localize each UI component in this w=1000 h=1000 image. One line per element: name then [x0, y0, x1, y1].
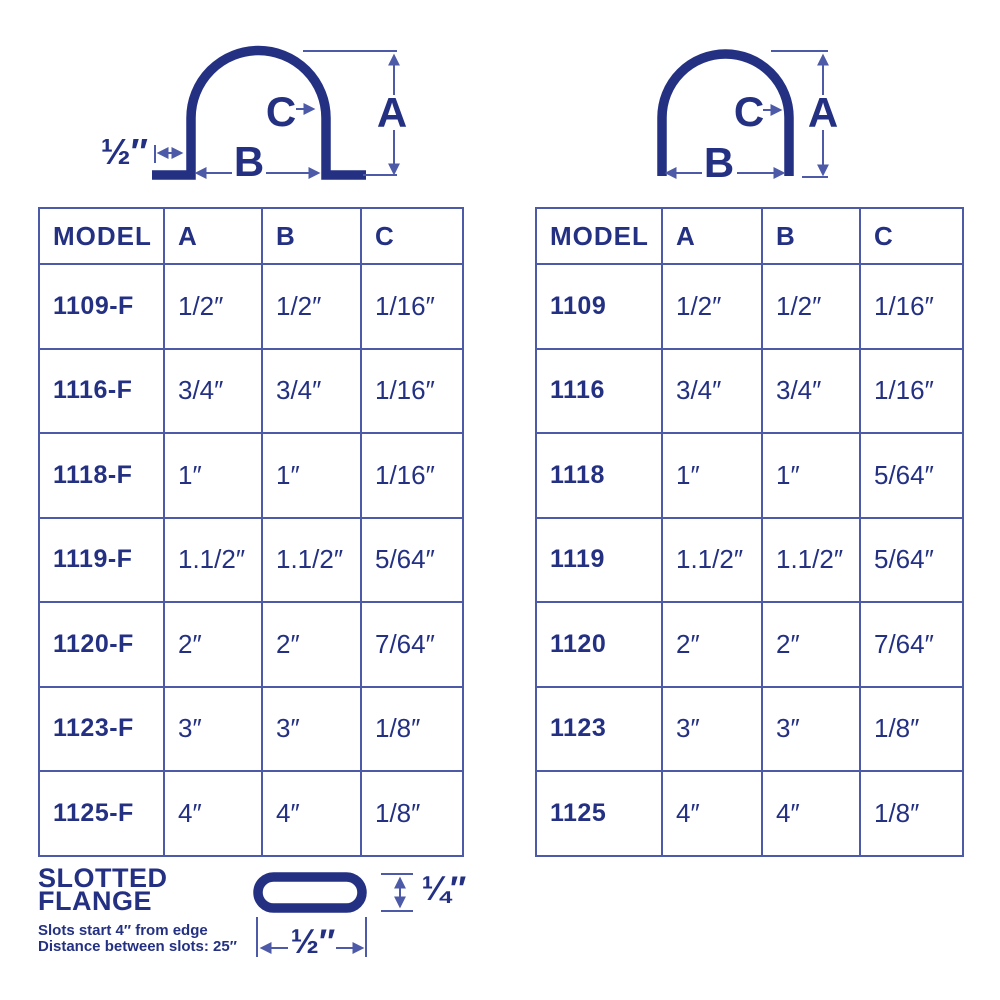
- dimension-cell: 1/8″: [361, 771, 463, 856]
- slot-width-label: ½″: [290, 923, 336, 961]
- table-row: [39, 771, 463, 856]
- slotted-flange-title-line2: FLANGE: [38, 886, 152, 916]
- model-cell: 1120: [536, 602, 662, 687]
- table-row: [536, 602, 963, 687]
- dimension-cell: 1″: [262, 433, 361, 518]
- dimension-cell: 3″: [164, 687, 262, 772]
- dimension-cell: 3/4″: [762, 349, 860, 434]
- header-a: A: [164, 208, 262, 264]
- table-row: [39, 518, 463, 603]
- table-row: [39, 433, 463, 518]
- header-b: B: [762, 208, 860, 264]
- dimension-cell: 1.1/2″: [662, 518, 762, 603]
- header-c: C: [860, 208, 963, 264]
- table-row: [536, 433, 963, 518]
- dim-label-c: C: [265, 88, 297, 135]
- dimension-cell: 1/16″: [361, 349, 463, 434]
- dimension-cell: 4″: [662, 771, 762, 856]
- table-row: [536, 264, 963, 349]
- dimension-cell: 3/4″: [662, 349, 762, 434]
- dimension-cell: 2″: [762, 602, 860, 687]
- model-cell: 1119-F: [39, 518, 164, 603]
- dimension-cell: 1/2″: [762, 264, 860, 349]
- dimension-cell: 3″: [762, 687, 860, 772]
- plain-strap-diagram: [640, 33, 870, 185]
- dimension-cell: 3/4″: [262, 349, 361, 434]
- flange-width-label: ½″: [100, 131, 148, 172]
- dimension-cell: 1/2″: [662, 264, 762, 349]
- header-c: C: [361, 208, 463, 264]
- dimension-cell: 3/4″: [164, 349, 262, 434]
- slotted-flange-note: [38, 863, 237, 955]
- dimension-cell: 1/8″: [860, 771, 963, 856]
- table-row: [536, 349, 963, 434]
- dimension-cell: 2″: [164, 602, 262, 687]
- model-cell: 1123: [536, 687, 662, 772]
- slot-note-start: Slots start 4″ from edge: [38, 922, 208, 939]
- flanged-models-table: [38, 207, 464, 857]
- dimension-cell: 4″: [262, 771, 361, 856]
- dimension-cell: 1/16″: [860, 264, 963, 349]
- table-header-row: [39, 208, 463, 264]
- dimension-cell: 7/64″: [860, 602, 963, 687]
- dimension-cell: 1.1/2″: [762, 518, 860, 603]
- model-cell: 1116-F: [39, 349, 164, 434]
- header-b: B: [262, 208, 361, 264]
- dimension-cell: 1/2″: [262, 264, 361, 349]
- dimension-cell: 2″: [662, 602, 762, 687]
- model-cell: 1109: [536, 264, 662, 349]
- table-row: [39, 602, 463, 687]
- slotted-flange-title-line1: SLOTTED: [38, 863, 168, 893]
- dimension-cell: 1.1/2″: [262, 518, 361, 603]
- dim-label-a: A: [376, 89, 408, 136]
- dimension-cell: 2″: [262, 602, 361, 687]
- dimension-cell: 5/64″: [860, 518, 963, 603]
- model-cell: 1123-F: [39, 687, 164, 772]
- table-row: [536, 687, 963, 772]
- table-row: [39, 687, 463, 772]
- slot-note-distance: Distance between slots: 25″: [38, 938, 237, 955]
- model-cell: 1119: [536, 518, 662, 603]
- table-row: [39, 264, 463, 349]
- dimension-cell: 1″: [164, 433, 262, 518]
- dimension-cell: 1/8″: [860, 687, 963, 772]
- model-cell: 1109-F: [39, 264, 164, 349]
- slot-diagram: [250, 865, 480, 965]
- header-a: A: [662, 208, 762, 264]
- dimension-cell: 1/2″: [164, 264, 262, 349]
- model-cell: 1116: [536, 349, 662, 434]
- flanged-strap-diagram: [85, 33, 415, 185]
- slot-outline: [258, 877, 362, 908]
- dimension-cell: 1″: [762, 433, 860, 518]
- dimension-cell: 4″: [762, 771, 860, 856]
- dim-label-b: B: [233, 138, 265, 185]
- dimension-cell: 4″: [164, 771, 262, 856]
- dimension-cell: 1/8″: [361, 687, 463, 772]
- table-row: [536, 771, 963, 856]
- dim-label-c: C: [733, 88, 765, 135]
- dim-label-b: B: [703, 139, 735, 186]
- model-cell: 1125: [536, 771, 662, 856]
- dimension-cell: 3″: [262, 687, 361, 772]
- model-cell: 1118-F: [39, 433, 164, 518]
- dimension-cell: 5/64″: [361, 518, 463, 603]
- dimension-cell: 1/16″: [361, 264, 463, 349]
- dimension-cell: 1/16″: [860, 349, 963, 434]
- plain-models-table: [535, 207, 964, 857]
- table-header-row: [536, 208, 963, 264]
- dimension-cell: 1″: [662, 433, 762, 518]
- table-row: [536, 518, 963, 603]
- dim-label-a: A: [807, 89, 839, 136]
- model-cell: 1125-F: [39, 771, 164, 856]
- slot-height-label: ¼″: [421, 870, 467, 908]
- dimension-cell: 1/16″: [361, 433, 463, 518]
- dimension-cell: 3″: [662, 687, 762, 772]
- dimension-cell: 7/64″: [361, 602, 463, 687]
- header-model: MODEL: [536, 208, 662, 264]
- header-model: MODEL: [39, 208, 164, 264]
- table-row: [39, 349, 463, 434]
- model-cell: 1118: [536, 433, 662, 518]
- model-cell: 1120-F: [39, 602, 164, 687]
- dimension-cell: 5/64″: [860, 433, 963, 518]
- dimension-cell: 1.1/2″: [164, 518, 262, 603]
